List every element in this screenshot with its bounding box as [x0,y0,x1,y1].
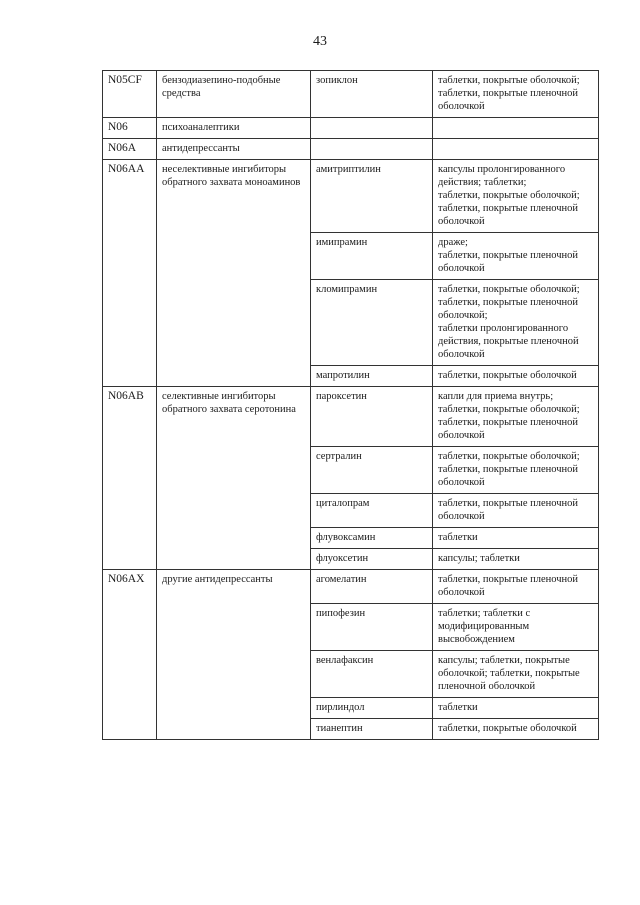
drug-name-cell: тианептин [311,719,433,740]
dosage-form: капсулы пролонгированного действия; таблетки; [438,164,566,188]
drug-name-cell: агомелатин [311,570,433,604]
dosage-forms-cell [433,651,599,698]
atc-group-cell: другие антидепрессанты [157,570,311,740]
dosage-forms-cell [433,280,599,366]
atc-group-cell: неселективные ингибиторы обратного захвата моноаминов [157,160,311,387]
dosage-form: таблетки, покрытые оболочкой; [438,284,580,295]
dosage-forms-cell [433,549,599,570]
dosage-forms-cell [433,719,599,740]
atc-code-cell: N06AB [103,387,157,570]
drug-name-cell [311,118,433,139]
dosage-form: таблетки, покрытые пленочной оболочкой [438,203,579,227]
drug-name-cell: циталопрам [311,494,433,528]
atc-code-cell: N06AA [103,160,157,387]
dosage-form: таблетки, покрытые пленочной оболочкой; [438,297,579,321]
dosage-forms-cell [433,570,599,604]
dosage-forms-cell [433,447,599,494]
dosage-form: таблетки; таблетки с модифицированным высвобождением [438,608,531,645]
dosage-form: таблетки, покрытые оболочкой; [438,190,580,201]
drug-name-cell: мапротилин [311,366,433,387]
table-row [103,139,599,160]
atc-code-cell: N06 [103,118,157,139]
dosage-forms-cell [433,139,599,160]
table-row [103,118,599,139]
table-body [103,71,599,740]
table-row [103,71,599,118]
dosage-forms-cell [433,71,599,118]
drug-name-cell: амитриптилин [311,160,433,233]
dosage-forms-cell [433,366,599,387]
dosage-forms-cell [433,387,599,447]
drug-name-cell: флуоксетин [311,549,433,570]
drug-name-cell: сертралин [311,447,433,494]
table-row [103,570,599,604]
dosage-form: таблетки, покрытые пленочной оболочкой [438,250,579,274]
drug-name-cell: флувоксамин [311,528,433,549]
drug-name-cell: венлафаксин [311,651,433,698]
dosage-forms-cell [433,118,599,139]
dosage-form: таблетки, покрытые пленочной оболочкой [438,417,579,441]
page-number: 43 [313,34,327,49]
drug-name-cell: имипрамин [311,233,433,280]
dosage-forms-cell [433,528,599,549]
dosage-form: таблетки, покрытые оболочкой [438,370,577,381]
dosage-form: таблетки, покрытые пленочной оболочкой [438,88,579,112]
dosage-form: таблетки [438,702,478,713]
dosage-form: таблетки, покрытые пленочной оболочкой [438,574,579,598]
dosage-form: таблетки пролонгированного действия, покрытые пленочной оболочкой [438,323,579,360]
dosage-form: таблетки [438,532,478,543]
dosage-form: капсулы; таблетки, покрытые оболочкой; таблетки, покрытые пленочной оболочкой [438,655,580,692]
dosage-form: таблетки, покрытые пленочной оболочкой [438,464,579,488]
atc-group-cell: бензодиазепино-подобные средства [157,71,311,118]
table-row [103,387,599,447]
drug-name-cell: пароксетин [311,387,433,447]
atc-group-cell: селективные ингибиторы обратного захвата серотонина [157,387,311,570]
atc-group-cell: психоаналептики [157,118,311,139]
dosage-form: таблетки, покрытые оболочкой [438,723,577,734]
drug-name-cell [311,139,433,160]
dosage-forms-cell [433,160,599,233]
drug-name-cell: кломипрамин [311,280,433,366]
dosage-form: таблетки, покрытые оболочкой; [438,75,580,86]
drug-name-cell: пипофезин [311,604,433,651]
dosage-forms-cell [433,698,599,719]
dosage-form: капли для приема внутрь; [438,391,554,402]
dosage-forms-cell [433,233,599,280]
dosage-form: таблетки, покрытые оболочкой; [438,404,580,415]
dosage-forms-cell [433,604,599,651]
atc-group-cell: антидепрессанты [157,139,311,160]
drug-name-cell: зопиклон [311,71,433,118]
atc-code-cell: N06A [103,139,157,160]
dosage-form: капсулы; таблетки [438,553,520,564]
dosage-form: драже; [438,237,468,248]
drug-table [102,70,599,740]
dosage-form: таблетки, покрытые оболочкой; [438,451,580,462]
dosage-form: таблетки, покрытые пленочной оболочкой [438,498,579,522]
table-row [103,160,599,233]
dosage-forms-cell [433,494,599,528]
atc-code-cell: N06AX [103,570,157,740]
atc-code-cell: N05CF [103,71,157,118]
drug-name-cell: пирлиндол [311,698,433,719]
